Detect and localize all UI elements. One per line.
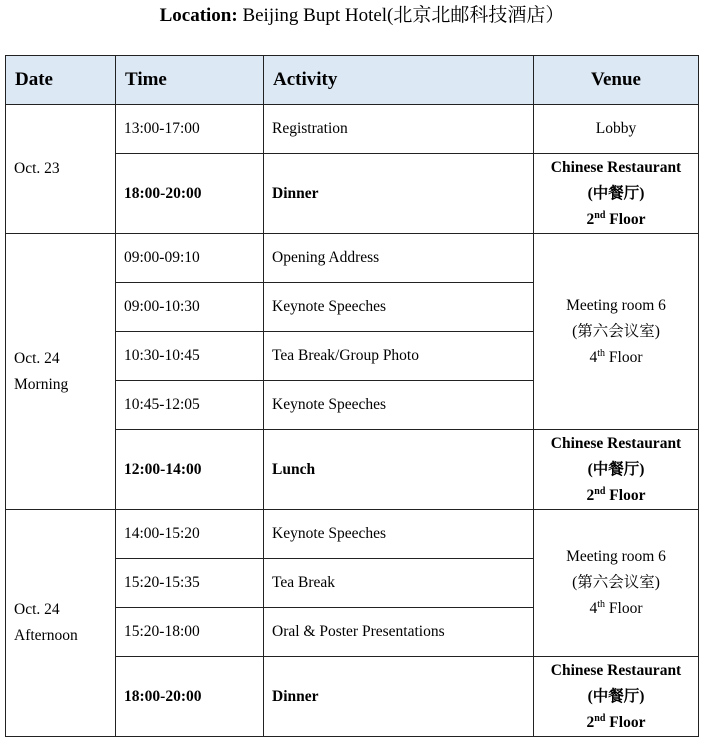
- date-line: Afternoon: [14, 627, 78, 644]
- location-line: [0, 4, 724, 28]
- table-row: [6, 234, 699, 283]
- venue-floor: 2nd Floor: [586, 712, 646, 731]
- time-cell: 12:00-14:00: [116, 430, 264, 510]
- location-label: Location:: [159, 5, 238, 26]
- activity-cell: Keynote Speeches: [264, 510, 534, 559]
- time-cell: 18:00-20:00: [116, 154, 264, 234]
- table-row: [6, 105, 699, 154]
- date-line: Oct. 23: [14, 160, 60, 177]
- time-cell: 15:20-15:35: [116, 559, 264, 608]
- schedule-table: [5, 55, 699, 737]
- venue-cell-restaurant: [534, 657, 699, 737]
- date-line: Oct. 24: [14, 349, 60, 367]
- header-time: Time: [116, 56, 264, 105]
- time-cell: 10:45-12:05: [116, 381, 264, 430]
- venue-name: Chinese Restaurant: [550, 158, 682, 176]
- venue-floor: 4th Floor: [589, 347, 643, 366]
- table-row: [6, 510, 699, 559]
- location-value: Beijing Bupt Hotel(北京北邮科技酒店）: [242, 5, 565, 26]
- header-date: Date: [6, 56, 116, 105]
- venue-cell-meeting: [534, 510, 699, 657]
- venue-chinese: (第六会议室): [572, 574, 660, 591]
- venue-floor: 2nd Floor: [586, 485, 646, 504]
- venue-chinese: (中餐厅): [587, 460, 645, 478]
- activity-cell: Tea Break: [264, 559, 534, 608]
- venue-name: Meeting room 6: [566, 296, 666, 314]
- time-cell: 09:00-10:30: [116, 283, 264, 332]
- time-cell: 15:20-18:00: [116, 608, 264, 657]
- time-cell: 13:00-17:00: [116, 105, 264, 154]
- activity-cell: Lunch: [264, 430, 534, 510]
- venue-name: Meeting room 6: [566, 548, 666, 565]
- header-venue: Venue: [534, 56, 699, 105]
- activity-cell: Registration: [264, 105, 534, 154]
- venue-name: Chinese Restaurant: [550, 434, 682, 452]
- venue-cell-meeting: [534, 234, 699, 430]
- venue-cell-restaurant: [534, 154, 699, 234]
- activity-cell: Opening Address: [264, 234, 534, 283]
- date-line: Oct. 24: [14, 601, 60, 618]
- activity-cell: Dinner: [264, 154, 534, 234]
- time-cell: 14:00-15:20: [116, 510, 264, 559]
- header-activity: Activity: [264, 56, 534, 105]
- activity-cell: Keynote Speeches: [264, 381, 534, 430]
- date-cell: [6, 510, 116, 737]
- venue-cell-lobby: Lobby: [534, 105, 699, 154]
- venue-floor: 2nd Floor: [586, 209, 646, 228]
- venue-floor: 4th Floor: [589, 598, 643, 617]
- venue-chinese: (第六会议室): [572, 322, 660, 340]
- time-cell: 10:30-10:45: [116, 332, 264, 381]
- time-cell: 18:00-20:00: [116, 657, 264, 737]
- venue-name: Chinese Restaurant: [550, 661, 682, 679]
- venue-cell-restaurant: [534, 430, 699, 510]
- table-header-row: [6, 56, 699, 105]
- date-cell: [6, 105, 116, 234]
- activity-cell: Tea Break/Group Photo: [264, 332, 534, 381]
- venue-chinese: (中餐厅): [587, 184, 645, 202]
- time-cell: 09:00-09:10: [116, 234, 264, 283]
- activity-cell: Dinner: [264, 657, 534, 737]
- activity-cell: Keynote Speeches: [264, 283, 534, 332]
- venue-chinese: (中餐厅): [587, 687, 645, 705]
- date-line: Morning: [14, 375, 69, 393]
- date-cell: [6, 234, 116, 510]
- activity-cell: Oral & Poster Presentations: [264, 608, 534, 657]
